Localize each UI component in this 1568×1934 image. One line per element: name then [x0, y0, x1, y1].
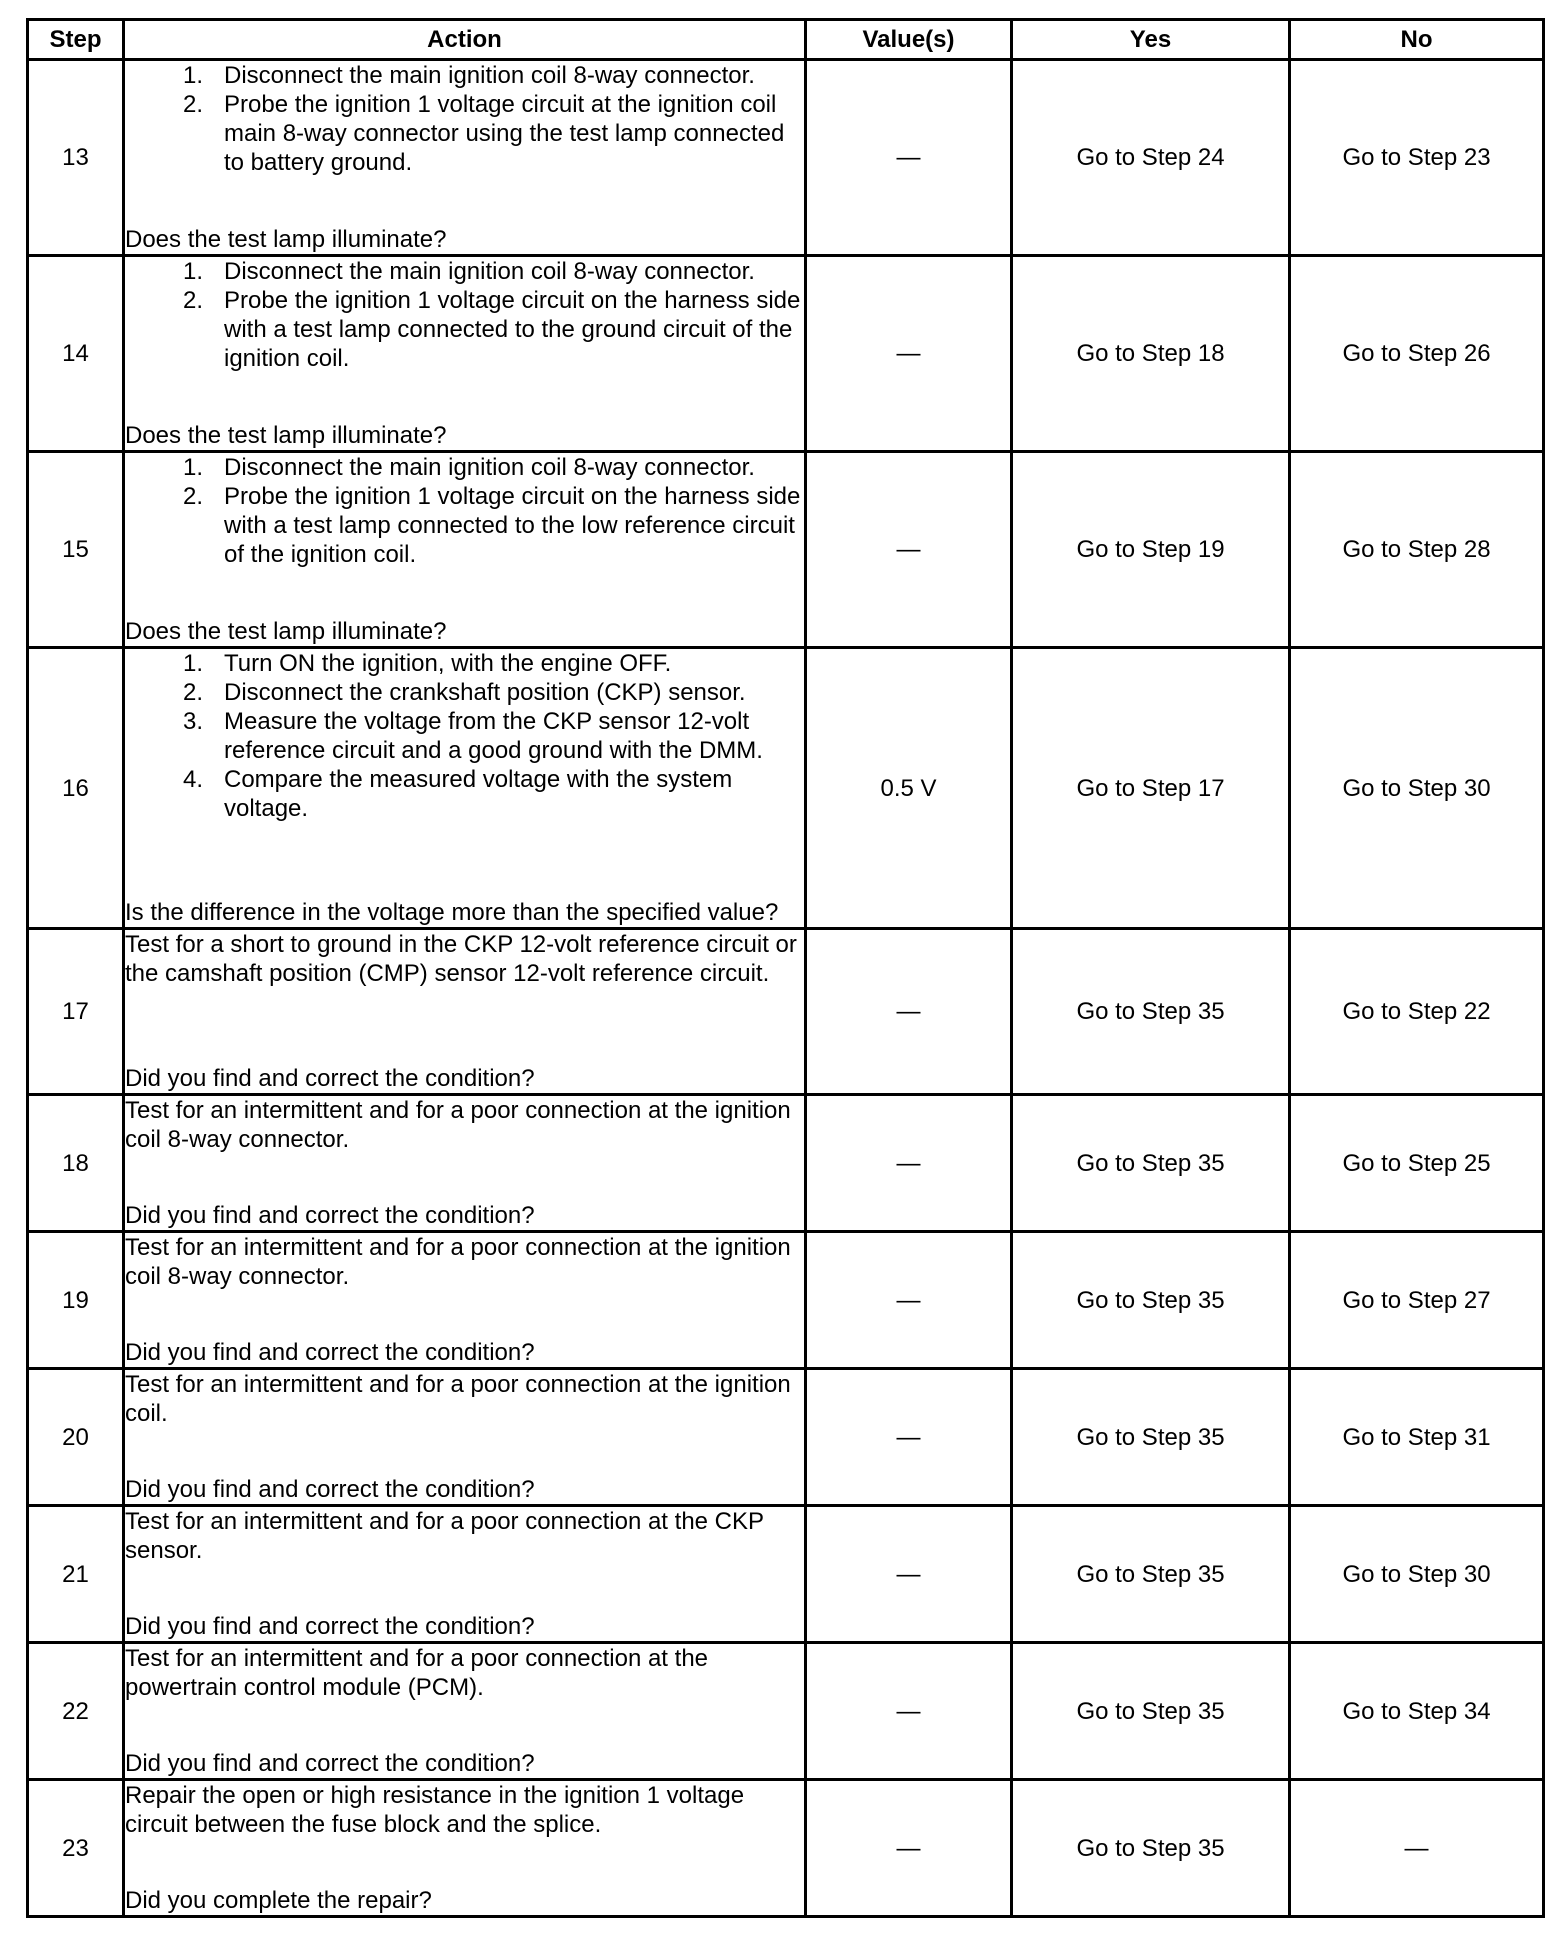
step-number: 21	[28, 1506, 124, 1643]
action-question: Did you find and correct the condition?	[125, 1476, 535, 1503]
action-question: Did you find and correct the condition?	[125, 1202, 535, 1229]
step-number: 13	[28, 60, 124, 256]
step-index: 2.	[182, 483, 203, 510]
value-cell: —	[806, 60, 1012, 256]
action-cell	[124, 60, 806, 256]
no-result: Go to Step 23	[1290, 60, 1544, 256]
action-step	[177, 482, 804, 569]
no-result: Go to Step 25	[1290, 1095, 1544, 1232]
step-text: Disconnect the main ignition coil 8-way connector.	[224, 258, 755, 285]
yes-result: Go to Step 19	[1012, 452, 1290, 648]
action-cell	[124, 1369, 806, 1506]
table-row	[28, 1369, 1544, 1506]
action-text: Test for an intermittent and for a poor connection at the ignition coil.	[125, 1371, 791, 1427]
value-cell: 0.5 V	[806, 648, 1012, 929]
action-cell	[124, 452, 806, 648]
action-step	[177, 61, 804, 90]
step-index: 2.	[182, 91, 203, 118]
step-text: Turn ON the ignition, with the engine OFF.	[224, 650, 672, 677]
no-result: Go to Step 31	[1290, 1369, 1544, 1506]
step-index: 1.	[182, 454, 203, 481]
diagnostic-table	[26, 18, 1545, 1918]
action-step	[177, 649, 804, 678]
action-step	[177, 453, 804, 482]
action-steps	[125, 61, 804, 177]
action-steps	[125, 453, 804, 569]
action-steps	[125, 649, 804, 823]
step-text: Disconnect the main ignition coil 8-way connector.	[224, 454, 755, 481]
step-index: 1.	[182, 258, 203, 285]
table-row	[28, 1506, 1544, 1643]
value-cell: —	[806, 1780, 1012, 1917]
step-number: 15	[28, 452, 124, 648]
table-row	[28, 256, 1544, 452]
step-text: Disconnect the crankshaft position (CKP) sensor.	[224, 679, 746, 706]
action-question: Did you find and correct the condition?	[125, 1613, 535, 1640]
action-question: Did you find and correct the condition?	[125, 1339, 535, 1366]
no-result: Go to Step 30	[1290, 1506, 1544, 1643]
step-index: 3.	[182, 708, 203, 735]
table-row	[28, 60, 1544, 256]
yes-result: Go to Step 35	[1012, 1369, 1290, 1506]
action-question: Did you find and correct the condition?	[125, 1065, 535, 1092]
no-result: Go to Step 27	[1290, 1232, 1544, 1369]
step-text: Probe the ignition 1 voltage circuit on the harness side with a test lamp connected to the low reference circuit of the ignition coil.	[224, 483, 801, 568]
step-text: Probe the ignition 1 voltage circuit at the ignition coil main 8-way connector using the test lamp connected to battery ground.	[224, 91, 785, 176]
action-question: Did you complete the repair?	[125, 1887, 432, 1914]
action-text: Repair the open or high resistance in the ignition 1 voltage circuit between the fuse block and the splice.	[125, 1782, 745, 1838]
yes-result: Go to Step 35	[1012, 1506, 1290, 1643]
yes-result: Go to Step 24	[1012, 60, 1290, 256]
action-cell	[124, 256, 806, 452]
action-step	[177, 286, 804, 373]
table-row	[28, 929, 1544, 1095]
step-number: 18	[28, 1095, 124, 1232]
value-cell: —	[806, 1506, 1012, 1643]
action-question: Does the test lamp illuminate?	[125, 422, 447, 449]
action-steps	[125, 257, 804, 373]
header-step: Step	[28, 20, 124, 60]
step-number: 20	[28, 1369, 124, 1506]
no-result: —	[1290, 1780, 1544, 1917]
action-question: Does the test lamp illuminate?	[125, 618, 447, 645]
table-row	[28, 1780, 1544, 1917]
action-cell	[124, 1780, 806, 1917]
value-cell: —	[806, 256, 1012, 452]
value-cell: —	[806, 1095, 1012, 1232]
step-number: 19	[28, 1232, 124, 1369]
step-index: 1.	[182, 62, 203, 89]
table-row	[28, 452, 1544, 648]
step-index: 1.	[182, 650, 203, 677]
step-number: 22	[28, 1643, 124, 1780]
value-cell: —	[806, 1643, 1012, 1780]
no-result: Go to Step 28	[1290, 452, 1544, 648]
action-question: Is the difference in the voltage more than the specified value?	[125, 899, 779, 926]
step-index: 2.	[182, 679, 203, 706]
header-yes: Yes	[1012, 20, 1290, 60]
action-text: Test for an intermittent and for a poor connection at the ignition coil 8-way connector.	[125, 1097, 791, 1153]
yes-result: Go to Step 35	[1012, 1232, 1290, 1369]
yes-result: Go to Step 35	[1012, 1095, 1290, 1232]
action-question: Does the test lamp illuminate?	[125, 226, 447, 253]
header-action: Action	[124, 20, 806, 60]
no-result: Go to Step 22	[1290, 929, 1544, 1095]
table-header-row	[28, 20, 1544, 60]
yes-result: Go to Step 17	[1012, 648, 1290, 929]
value-cell: —	[806, 929, 1012, 1095]
action-step	[177, 765, 804, 823]
step-number: 17	[28, 929, 124, 1095]
value-cell: —	[806, 1232, 1012, 1369]
step-index: 4.	[182, 766, 203, 793]
step-index: 2.	[182, 287, 203, 314]
table-row	[28, 1095, 1544, 1232]
step-number: 14	[28, 256, 124, 452]
action-step	[177, 678, 804, 707]
step-text: Probe the ignition 1 voltage circuit on the harness side with a test lamp connected to the ground circuit of the ignition coil.	[224, 287, 801, 372]
action-cell	[124, 1643, 806, 1780]
action-text: Test for an intermittent and for a poor connection at the powertrain control module (PCM).	[125, 1645, 709, 1701]
action-cell	[124, 929, 806, 1095]
header-no: No	[1290, 20, 1544, 60]
table-row	[28, 1643, 1544, 1780]
action-cell	[124, 648, 806, 929]
value-cell: —	[806, 1369, 1012, 1506]
header-value: Value(s)	[806, 20, 1012, 60]
yes-result: Go to Step 18	[1012, 256, 1290, 452]
step-number: 16	[28, 648, 124, 929]
action-cell	[124, 1506, 806, 1643]
action-cell	[124, 1095, 806, 1232]
yes-result: Go to Step 35	[1012, 929, 1290, 1095]
no-result: Go to Step 34	[1290, 1643, 1544, 1780]
step-text: Measure the voltage from the CKP sensor 12-volt reference circuit and a good ground with the DMM.	[224, 708, 763, 764]
action-step	[177, 90, 804, 177]
step-text: Compare the measured voltage with the system voltage.	[224, 766, 733, 822]
table-row	[28, 648, 1544, 929]
step-number: 23	[28, 1780, 124, 1917]
action-text: Test for an intermittent and for a poor connection at the ignition coil 8-way connector.	[125, 1234, 791, 1290]
action-text: Test for a short to ground in the CKP 12-volt reference circuit or the camshaft position (CMP) sensor 12-volt reference circuit.	[125, 931, 797, 987]
no-result: Go to Step 30	[1290, 648, 1544, 929]
action-step	[177, 707, 804, 765]
no-result: Go to Step 26	[1290, 256, 1544, 452]
step-text: Disconnect the main ignition coil 8-way connector.	[224, 62, 755, 89]
action-text: Test for an intermittent and for a poor connection at the CKP sensor.	[125, 1508, 764, 1564]
table-row	[28, 1232, 1544, 1369]
yes-result: Go to Step 35	[1012, 1780, 1290, 1917]
yes-result: Go to Step 35	[1012, 1643, 1290, 1780]
action-question: Did you find and correct the condition?	[125, 1750, 535, 1777]
action-step	[177, 257, 804, 286]
action-cell	[124, 1232, 806, 1369]
value-cell: —	[806, 452, 1012, 648]
